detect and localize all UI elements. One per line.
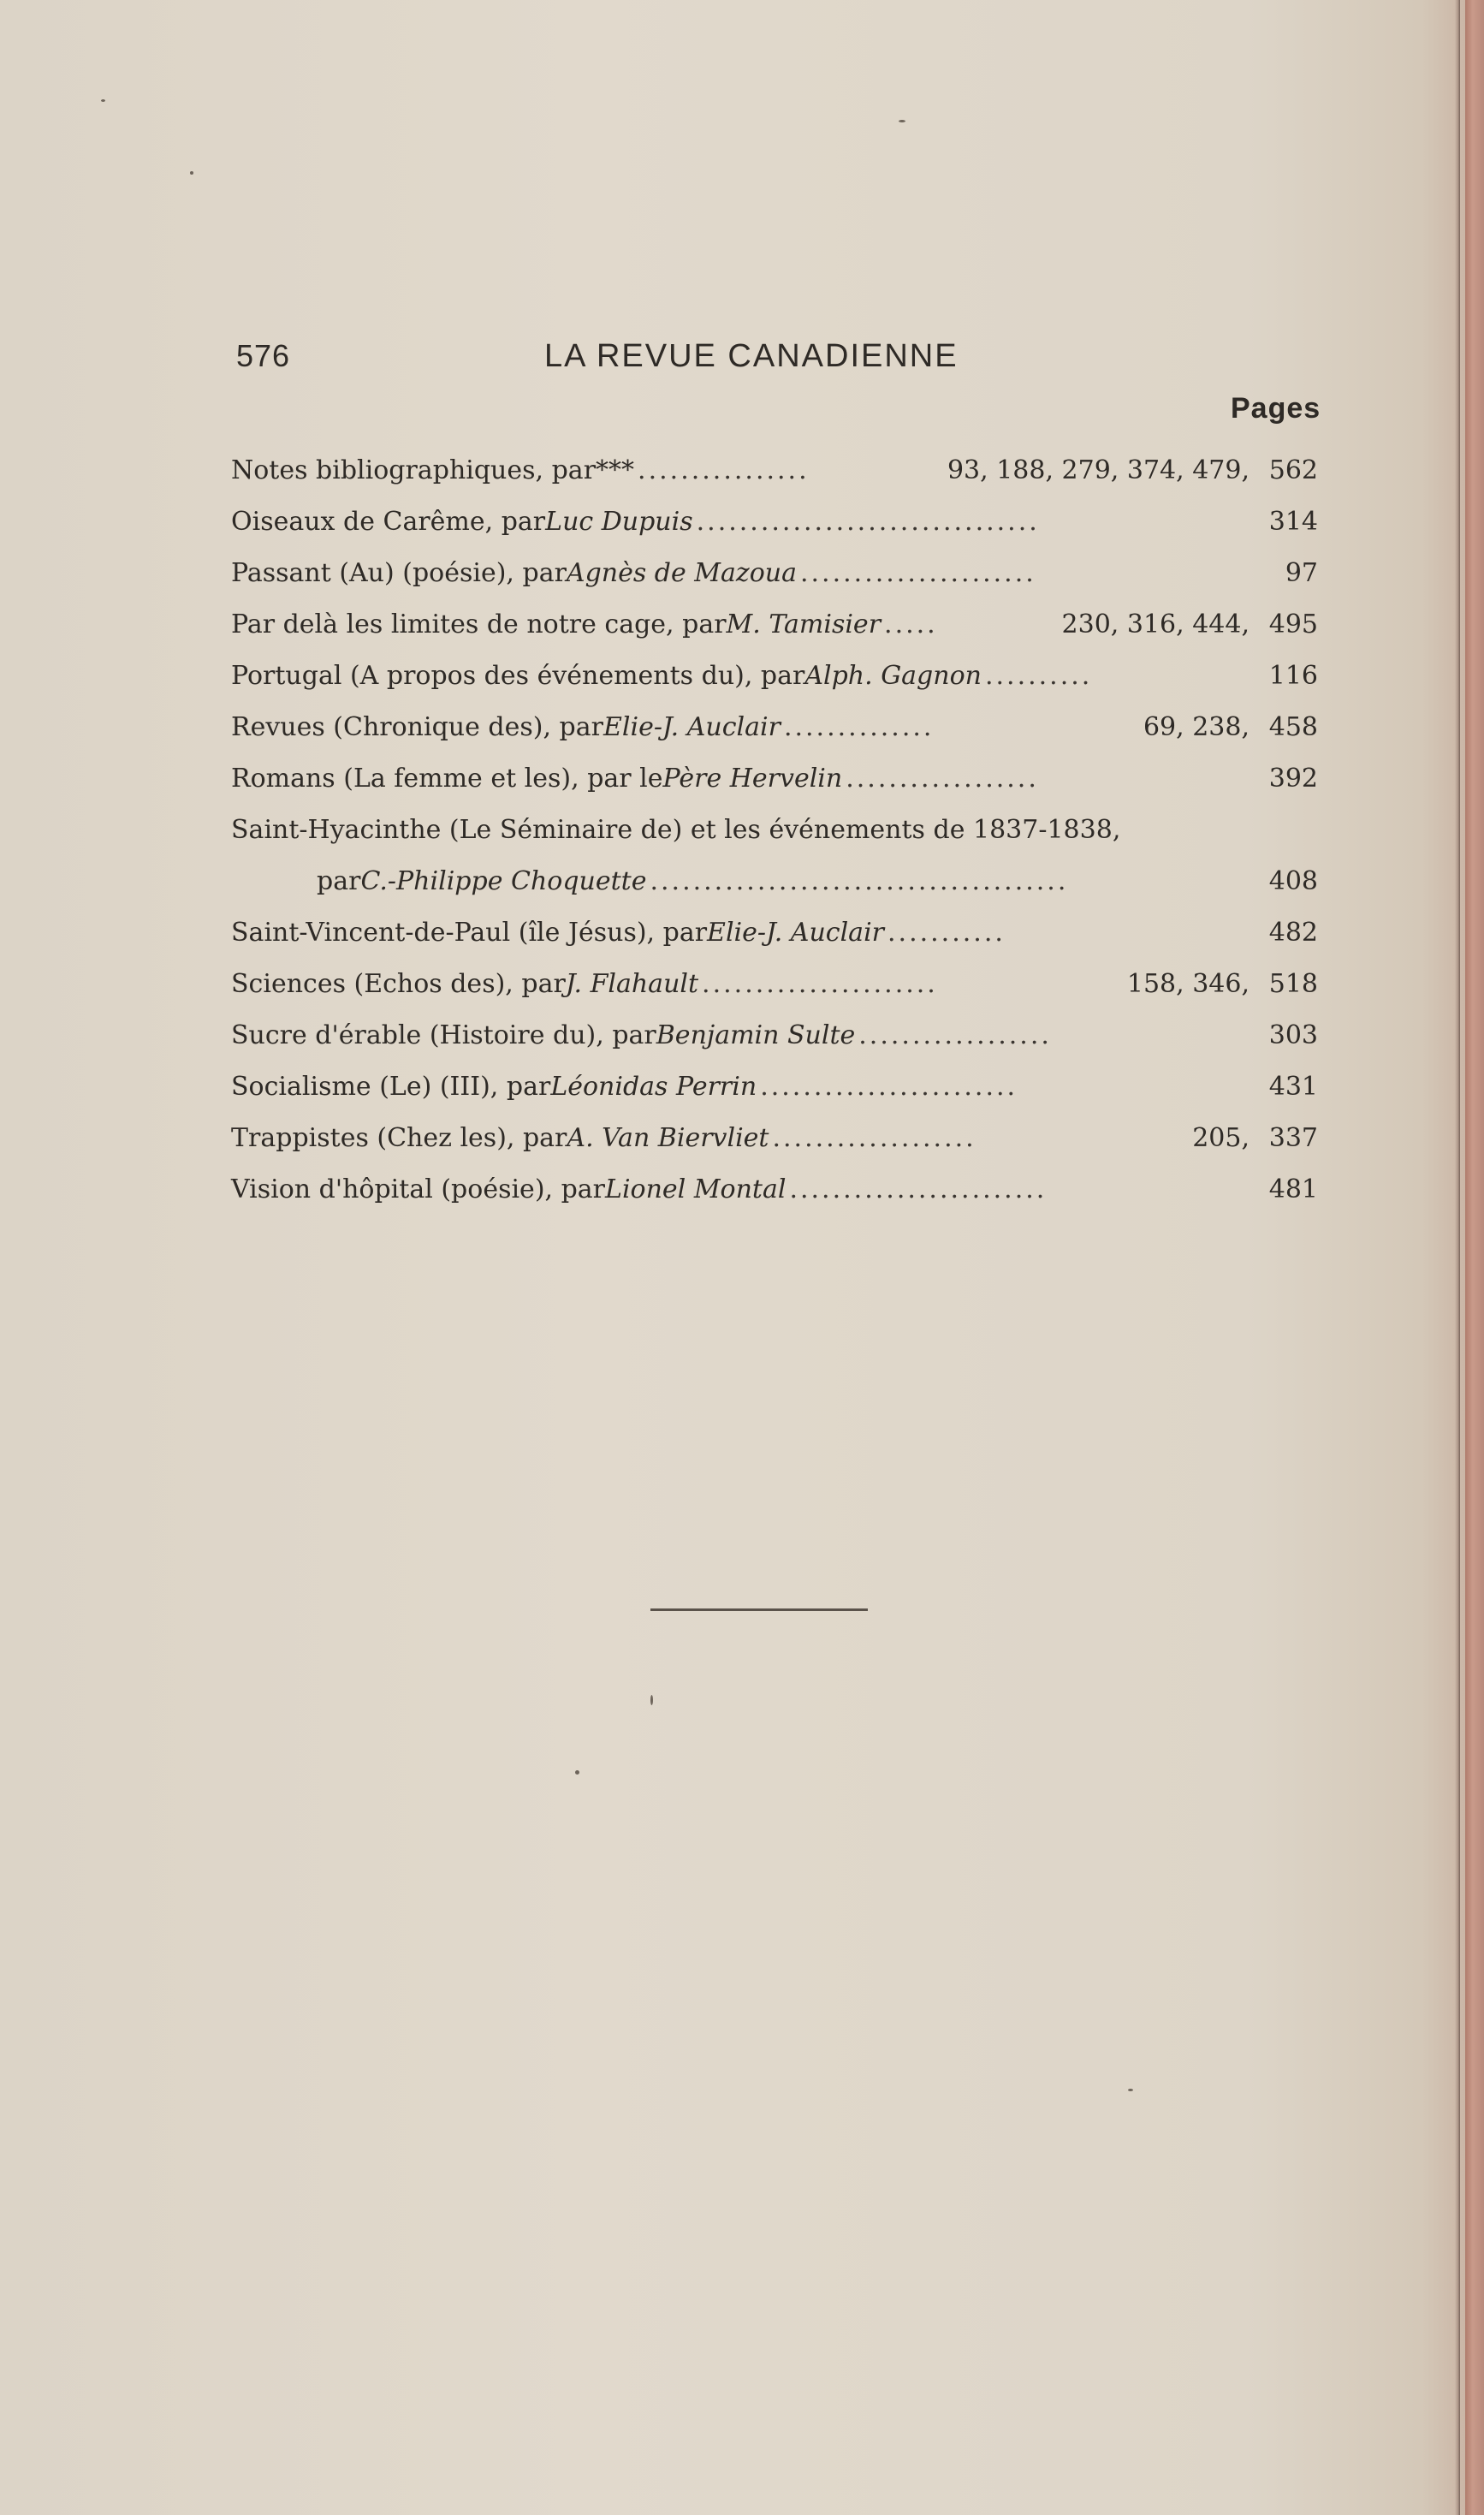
dot-leader: .................. <box>858 1020 1052 1050</box>
page-number: 576 <box>236 338 291 373</box>
paper-speck <box>1128 2089 1133 2091</box>
dot-leader: ...................... <box>799 558 1036 588</box>
toc-entry-text <box>231 959 1250 1010</box>
dot-leader: ................ <box>638 455 810 485</box>
toc-entry <box>231 651 1318 702</box>
toc-entry <box>231 599 1318 651</box>
toc-entry <box>231 1061 1318 1113</box>
toc-entry-title: Trappistes (Chez les), par <box>231 1123 567 1153</box>
page-edge-shadow <box>1455 0 1460 2515</box>
toc-entry-extra-pages: 205, <box>1192 1123 1250 1153</box>
toc-entry-author: J. Flahault <box>565 969 699 999</box>
toc-entry-text <box>231 856 1250 907</box>
paper-speck <box>575 1770 579 1775</box>
pages-column-label: Pages <box>1231 392 1321 425</box>
toc-entry-page: 303 <box>1268 1020 1318 1050</box>
dot-leader: ........... <box>887 918 1006 948</box>
paper-speck <box>190 171 193 175</box>
toc-entry-page: 392 <box>1268 764 1318 794</box>
toc-entry-page: 458 <box>1268 712 1318 742</box>
toc-entry-author: Lionel Montal <box>605 1174 787 1204</box>
toc-entry-page: 495 <box>1268 609 1318 639</box>
toc-entry-text <box>231 1113 1250 1164</box>
dot-leader: ....................................... <box>650 866 1069 896</box>
paper-speck <box>650 1695 653 1705</box>
toc-entry-text <box>231 1010 1250 1061</box>
toc-entry-author: M. Tamisier <box>726 609 881 639</box>
toc-entry <box>231 1113 1318 1164</box>
toc-entry-author: Père Hervelin <box>662 764 843 794</box>
dot-leader: ........................ <box>760 1072 1018 1102</box>
toc-entry-text <box>231 651 1250 702</box>
toc-entry-page: 481 <box>1268 1174 1318 1204</box>
toc-entry-title: Romans (La femme et les), par le <box>231 764 663 794</box>
toc-entry-text <box>231 445 1250 496</box>
toc-entry <box>231 702 1318 753</box>
dot-leader: ..... <box>884 609 938 639</box>
toc-entry-title: Par delà les limites de notre cage, par <box>231 609 727 639</box>
toc-entry-page: 337 <box>1268 1123 1318 1153</box>
toc-entry-author: Agnès de Mazoua <box>566 558 797 588</box>
dot-leader: .......... <box>984 661 1093 691</box>
dot-leader: .............. <box>783 712 935 742</box>
dot-leader: ...................... <box>702 969 938 999</box>
dot-leader: ................... <box>772 1123 976 1153</box>
toc-entry-page: 408 <box>1268 866 1318 896</box>
toc-entry-page: 314 <box>1268 507 1318 537</box>
toc-entry-title: Saint-Hyacinthe (Le Séminaire de) et les événements de 1837-1838, <box>231 815 1121 845</box>
table-of-contents <box>231 445 1318 1216</box>
toc-entry <box>231 445 1318 496</box>
toc-entry-text <box>231 907 1250 959</box>
toc-entry <box>231 496 1318 548</box>
dot-leader: ........................ <box>789 1174 1048 1204</box>
book-edge <box>1465 0 1484 2515</box>
toc-entry-author: Alph. Gagnon <box>804 661 982 691</box>
toc-entry-title: Portugal (A propos des événements du), par <box>231 661 805 691</box>
toc-entry-author: Luc Dupuis <box>545 507 693 537</box>
toc-entry-text <box>231 702 1250 753</box>
paper-speck <box>899 120 905 122</box>
toc-entry <box>231 1010 1318 1061</box>
toc-entry-text <box>231 599 1250 651</box>
toc-entry-author: Elie-J. Auclair <box>603 712 781 742</box>
toc-entry-page: 116 <box>1268 661 1318 691</box>
toc-entry-page: 431 <box>1268 1072 1318 1102</box>
toc-entry <box>231 907 1318 959</box>
toc-entry-page: 518 <box>1268 969 1318 999</box>
toc-entry-title: Vision d'hôpital (poésie), par <box>231 1174 606 1204</box>
toc-entry-text <box>231 496 1250 548</box>
toc-entry-page: 482 <box>1268 918 1318 948</box>
toc-entry-text <box>231 1164 1250 1216</box>
toc-entry-text <box>231 805 1250 856</box>
toc-entry-author: A. Van Biervliet <box>567 1123 769 1153</box>
toc-entry-title: Notes bibliographiques, par <box>231 455 597 485</box>
running-title: LA REVUE CANADIENNE <box>544 338 959 374</box>
toc-entry-extra-pages: 93, 188, 279, 374, 479, <box>947 455 1250 485</box>
toc-entry-author: Elie-J. Auclair <box>707 918 884 948</box>
toc-entry-author: Benjamin Sulte <box>656 1020 856 1050</box>
toc-entry-title: Sciences (Echos des), par <box>231 969 566 999</box>
dot-leader: ................................ <box>696 507 1040 537</box>
toc-entry-text <box>231 1061 1250 1113</box>
toc-entry-extra-pages: 158, 346, <box>1126 969 1250 999</box>
paper-speck <box>101 99 105 102</box>
toc-entry-extra-pages: 230, 316, 444, <box>1061 609 1250 639</box>
toc-entry <box>231 805 1318 856</box>
toc-entry-page: 97 <box>1285 558 1318 588</box>
toc-entry <box>231 856 1318 907</box>
toc-entry-title: Oiseaux de Carême, par <box>231 507 546 537</box>
toc-entry-author: C.-Philippe Choquette <box>360 866 647 896</box>
toc-entry-extra-pages: 69, 238, <box>1143 712 1250 742</box>
toc-entry-text <box>231 548 1250 599</box>
page-header <box>236 338 1306 381</box>
toc-entry-author: Léonidas Perrin <box>550 1072 757 1102</box>
toc-entry-title: Saint-Vincent-de-Paul (île Jésus), par <box>231 918 708 948</box>
end-rule <box>650 1608 868 1611</box>
toc-entry <box>231 1164 1318 1216</box>
dot-leader: .................. <box>846 764 1039 794</box>
toc-entry <box>231 753 1318 805</box>
toc-entry <box>231 548 1318 599</box>
toc-entry-title: Passant (Au) (poésie), par <box>231 558 567 588</box>
toc-entry-title: Sucre d'érable (Histoire du), par <box>231 1020 656 1050</box>
toc-entry-title: Revues (Chronique des), par <box>231 712 603 742</box>
toc-entry <box>231 959 1318 1010</box>
toc-entry-title: par <box>317 866 361 896</box>
toc-entry-text <box>231 753 1250 805</box>
toc-entry-title: Socialisme (Le) (III), par <box>231 1072 551 1102</box>
toc-entry-author: *** <box>596 455 635 485</box>
toc-entry-page: 562 <box>1268 455 1318 485</box>
